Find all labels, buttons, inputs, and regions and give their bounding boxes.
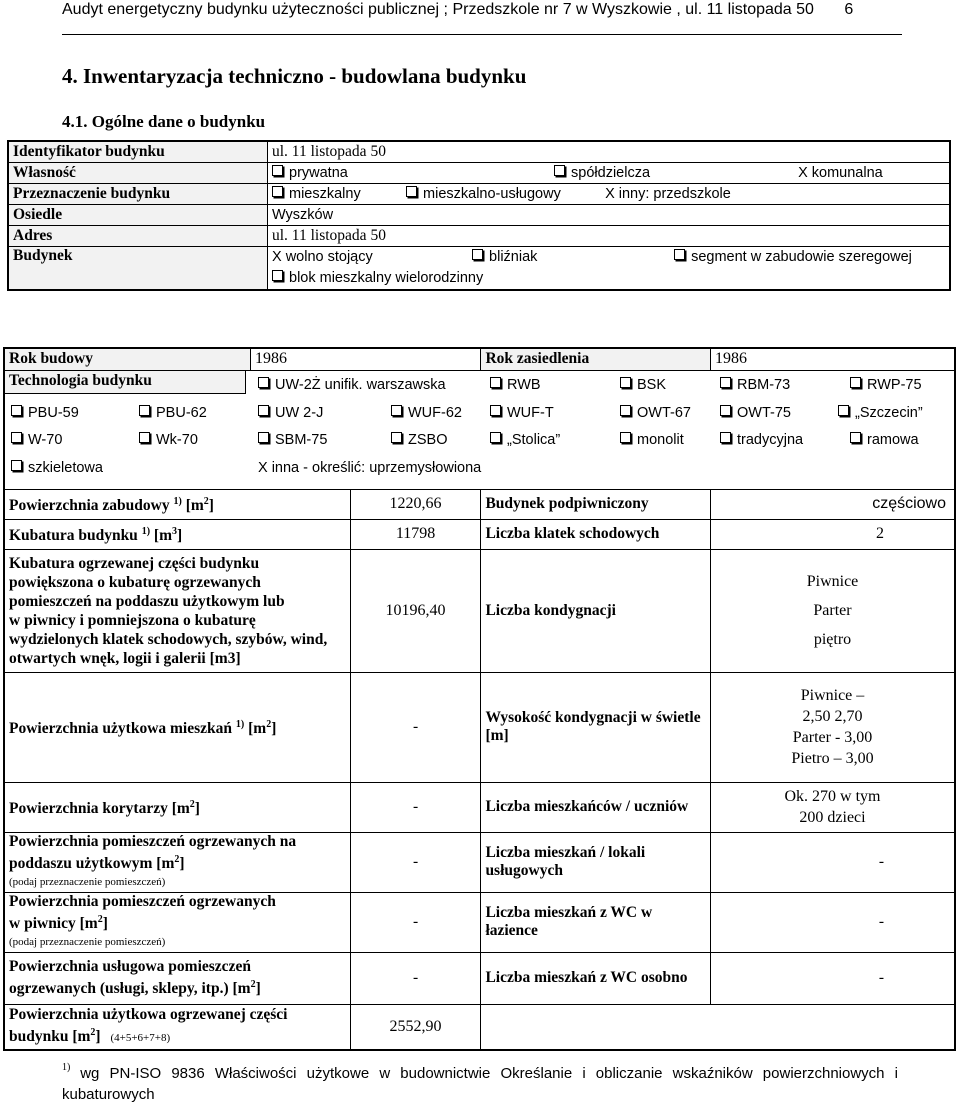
usable: 2552,90 bbox=[350, 1004, 481, 1050]
living-area-label: Powierzchnia użytkowa mieszkań $^{1)}$ $[m^2]$ bbox=[4, 672, 350, 782]
basement-value: częściowo bbox=[711, 489, 955, 519]
attic: - bbox=[350, 832, 481, 892]
checkbox-icon[interactable] bbox=[850, 377, 861, 388]
checkbox-icon[interactable] bbox=[258, 377, 269, 388]
corridor: - bbox=[350, 782, 481, 832]
flats-label: Liczba mieszkań / lokali usługowych bbox=[481, 832, 711, 892]
checkbox-icon[interactable] bbox=[258, 405, 269, 416]
ownership-options: prywatna spółdzielcza X komunalna bbox=[268, 163, 951, 184]
heated-cubature-label: Kubatura ogrzewanej części budynku powiększona o kubaturę ogrzewanych pomieszczeń na poddaszu użytkowym lub w piwnicy i pomniejszona o kubaturę wydzielonych klatek schodowych, szybów, wind, otwartych wnęk, logii i galerii [m3] bbox=[4, 549, 350, 672]
checkbox-icon[interactable] bbox=[139, 432, 150, 443]
year-built: 1986 bbox=[250, 348, 480, 370]
checkbox-icon[interactable] bbox=[391, 405, 402, 416]
checkbox-icon[interactable] bbox=[258, 432, 269, 443]
wc-sep-label: Liczba mieszkań z WC osobno bbox=[481, 952, 711, 1004]
basement-label: Budynek podpiwniczony bbox=[481, 489, 711, 519]
wc-bath-label: Liczba mieszkań z WC w łazience bbox=[481, 892, 711, 952]
checkbox-icon[interactable] bbox=[391, 432, 402, 443]
technology-block: Technologia budynku UW-2Ż unifik. warszawska RWB BSK RBM-73 RWP-75 PBU-59 PBU-62 UW 2-J WUF-62 WUF-T OWT-67 OWT-75 „Szczecin” W-70 Wk-70 SBM-75 ZSBO „Stolica” monolit tradycyjna ramowa szkieletowa X inna - określić: uprzemysłowiona bbox=[4, 370, 955, 489]
checkbox-icon[interactable] bbox=[406, 186, 417, 197]
settlement-value: Wyszków bbox=[268, 205, 951, 226]
checkbox-icon[interactable] bbox=[838, 405, 849, 416]
area-built-label: Powierzchnia zabudowy $^{1)}$ $[m^2]$ bbox=[4, 489, 350, 519]
footnote-text: wg PN-ISO 9836 Właściwości użytkowe w budownictwie Określanie i obliczanie wskaźników powierzchniowych i kubaturowych bbox=[62, 1065, 898, 1103]
checkbox-icon[interactable] bbox=[620, 405, 631, 416]
year-built-label: Rok budowy bbox=[4, 348, 250, 370]
checkbox-icon[interactable] bbox=[674, 249, 685, 260]
page-header bbox=[62, 2, 902, 35]
checkbox-icon[interactable] bbox=[272, 270, 283, 281]
section-subtitle: 4.1. Ogólne dane o budynku bbox=[62, 112, 266, 131]
building-label: Budynek bbox=[8, 247, 268, 291]
id-value: ul. 11 listopada 50 bbox=[268, 141, 951, 163]
heated-cubature: 10196,40 bbox=[350, 549, 481, 672]
residents: Ok. 270 w tym 200 dzieci bbox=[711, 782, 955, 832]
purpose-label: Przeznaczenie budynku bbox=[8, 184, 268, 205]
page-number: 6 bbox=[844, 1, 854, 18]
storeys-label: Liczba kondygnacji bbox=[481, 549, 711, 672]
checkbox-icon[interactable] bbox=[490, 405, 501, 416]
checkbox-icon[interactable] bbox=[272, 165, 283, 176]
storey-height-label: Wysokość kondygnacji w świetle [m] bbox=[481, 672, 711, 782]
settlement-label: Osiedle bbox=[8, 205, 268, 226]
checkbox-icon[interactable] bbox=[11, 405, 22, 416]
wc-bath: - bbox=[711, 892, 955, 952]
storeys: Piwnice Parter piętro bbox=[711, 549, 955, 672]
basement-area: - bbox=[350, 892, 481, 952]
address-value: ul. 11 listopada 50 bbox=[268, 226, 951, 247]
checkbox-icon[interactable] bbox=[490, 432, 501, 443]
checkbox-icon[interactable] bbox=[490, 377, 501, 388]
ownership-label: Własność bbox=[8, 163, 268, 184]
checkbox-icon[interactable] bbox=[11, 460, 22, 471]
purpose-selected: X inny: przedszkole bbox=[605, 186, 731, 202]
header-title: Audyt energetyczny budynku użyteczności publicznej ; Przedszkole nr 7 w Wyszkowie , ul. 11 listopada 50 bbox=[62, 1, 814, 18]
ownership-selected: X komunalna bbox=[798, 165, 883, 181]
checkbox-icon[interactable] bbox=[720, 432, 731, 443]
address-label: Adres bbox=[8, 226, 268, 247]
checkbox-icon[interactable] bbox=[620, 377, 631, 388]
stairs: 2 bbox=[711, 519, 955, 549]
building-options: X wolno stojący bliźniak segment w zabudowie szeregowej blok mieszkalny wielorodzinny bbox=[268, 247, 951, 291]
checkbox-icon[interactable] bbox=[472, 249, 483, 260]
footnote: $^{1)}$ wg PN-ISO 9836 Właściwości użytkowe w budownictwie Określanie i obliczanie wskaźników powierzchniowych i kubaturowych bbox=[62, 1062, 898, 1103]
id-label: Identyfikator budynku bbox=[8, 141, 268, 163]
general-data-table bbox=[7, 140, 951, 291]
corridor-label: Powierzchnia korytarzy $[m^2]$ bbox=[4, 782, 350, 832]
checkbox-icon[interactable] bbox=[554, 165, 565, 176]
checkbox-icon[interactable] bbox=[720, 405, 731, 416]
checkbox-icon[interactable] bbox=[11, 432, 22, 443]
year-settled: 1986 bbox=[711, 348, 955, 370]
details-table bbox=[3, 347, 956, 1051]
living-area: - bbox=[350, 672, 481, 782]
section-title: 4. Inwentaryzacja techniczno - budowlana budynku bbox=[62, 64, 527, 88]
checkbox-icon[interactable] bbox=[272, 186, 283, 197]
checkbox-icon[interactable] bbox=[620, 432, 631, 443]
residents-label: Liczba mieszkańców / uczniów bbox=[481, 782, 711, 832]
checkbox-icon[interactable] bbox=[139, 405, 150, 416]
cubature: 11798 bbox=[350, 519, 481, 549]
wc-sep: - bbox=[711, 952, 955, 1004]
service-label: Powierzchnia usługowa pomieszczeń ogrzewanych (usługi, sklepy, itp.) $[m^2]$ bbox=[4, 952, 350, 1004]
area-built: 1220,66 bbox=[350, 489, 481, 519]
service: - bbox=[350, 952, 481, 1004]
flats: - bbox=[711, 832, 955, 892]
technology-label: Technologia budynku bbox=[5, 371, 246, 394]
checkbox-icon[interactable] bbox=[720, 377, 731, 388]
technology-other: X inna - określić: uprzemysłowiona bbox=[258, 459, 482, 476]
year-settled-label: Rok zasiedlenia bbox=[481, 348, 711, 370]
cubature-label: Kubatura budynku $^{1)}$ $[m^3]$ bbox=[4, 519, 350, 549]
checkbox-icon[interactable] bbox=[850, 432, 861, 443]
attic-label: Powierzchnia pomieszczeń ogrzewanych na poddaszu użytkowym $[m^2]$ (podaj przeznaczenie pomieszczeń) bbox=[4, 832, 350, 892]
purpose-options: mieszkalny mieszkalno-usługowy X inny: przedszkole bbox=[268, 184, 951, 205]
storey-heights: Piwnice – 2,50 2,70 Parter - 3,00 Pietro – 3,00 bbox=[711, 672, 955, 782]
basement-area-label: Powierzchnia pomieszczeń ogrzewanych w piwnicy $[m^2]$ (podaj przeznaczenie pomieszczeń) bbox=[4, 892, 350, 952]
usable-label: Powierzchnia użytkowa ogrzewanej części budynku $[m^2]$ (4+5+6+7+8) bbox=[4, 1004, 350, 1050]
stairs-label: Liczba klatek schodowych bbox=[481, 519, 711, 549]
